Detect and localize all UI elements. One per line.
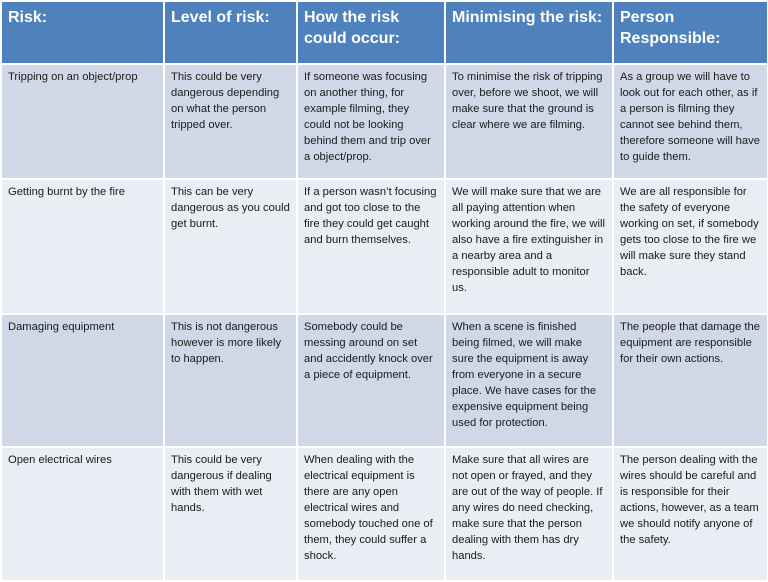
header-person-responsible: Person Responsible: xyxy=(613,1,768,64)
cell-level: This can be very dangerous as you could get burnt. xyxy=(164,179,297,314)
cell-how: When dealing with the electrical equipment is there are any open electrical wires and somebody touched one of them, they could suffer a shock. xyxy=(297,447,445,581)
cell-minimising: We will make sure that we are all paying attention when working around the fire, we will also have a fire extinguisher in a nearby area and a responsible adult to monitor us. xyxy=(445,179,613,314)
cell-risk: Getting burnt by the fire xyxy=(1,179,164,314)
table-row xyxy=(1,314,768,447)
cell-risk: Tripping on an object/prop xyxy=(1,64,164,179)
cell-risk: Open electrical wires xyxy=(1,447,164,581)
cell-responsible: As a group we will have to look out for each other, as if a person is filming they cannot see behind them, therefore someone will have to guide them. xyxy=(613,64,768,179)
cell-level: This is not dangerous however is more likely to happen. xyxy=(164,314,297,447)
table-row xyxy=(1,447,768,581)
header-row xyxy=(1,1,768,64)
header-how-risk-occurs: How the risk could occur: xyxy=(297,1,445,64)
cell-how: Somebody could be messing around on set and accidently knock over a piece of equipment. xyxy=(297,314,445,447)
cell-level: This could be very dangerous depending on what the person tripped over. xyxy=(164,64,297,179)
header-risk: Risk: xyxy=(1,1,164,64)
cell-responsible: The person dealing with the wires should be careful and is responsible for their actions, however, as a team we should notify anyone of the safety. xyxy=(613,447,768,581)
table-row xyxy=(1,179,768,314)
cell-level: This could be very dangerous if dealing with them with wet hands. xyxy=(164,447,297,581)
cell-responsible: The people that damage the equipment are responsible for their own actions. xyxy=(613,314,768,447)
cell-minimising: Make sure that all wires are not open or frayed, and they are out of the way of people. If any wires do need checking, make sure that the person dealing with them has dry hands. xyxy=(445,447,613,581)
cell-minimising: When a scene is finished being filmed, we will make sure the equipment is away from everyone in a secure place. We have cases for the expensive equipment being used for protection. xyxy=(445,314,613,447)
cell-risk: Damaging equipment xyxy=(1,314,164,447)
table-row xyxy=(1,64,768,179)
cell-responsible: We are all responsible for the safety of everyone working on set, if somebody gets too close to the fire we will make sure they stand back. xyxy=(613,179,768,314)
header-minimising-risk: Minimising the risk: xyxy=(445,1,613,64)
cell-how: If a person wasn’t focusing and got too close to the fire they could get caught and burn themselves. xyxy=(297,179,445,314)
cell-how: If someone was focusing on another thing, for example filming, they could not be looking behind them and trip over a object/prop. xyxy=(297,64,445,179)
header-level-of-risk: Level of risk: xyxy=(164,1,297,64)
cell-minimising: To minimise the risk of tripping over, before we shoot, we will make sure that the ground is clear where we are filming. xyxy=(445,64,613,179)
